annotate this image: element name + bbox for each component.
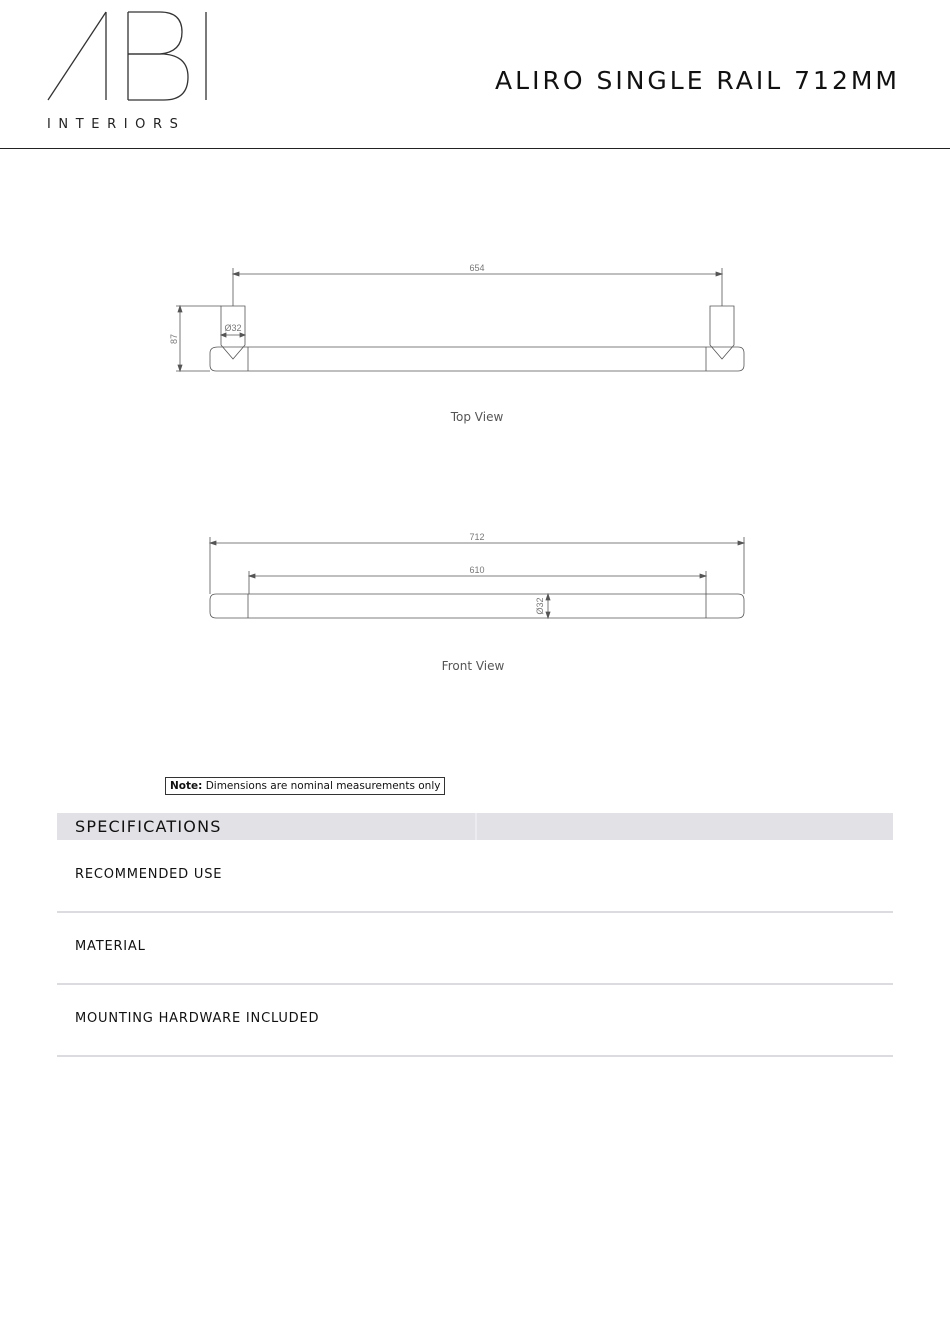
specifications-title: SPECIFICATIONS — [75, 817, 222, 836]
front-view-label: Front View — [441, 659, 505, 673]
spec-label: MATERIAL — [75, 939, 146, 954]
top-view-depth-value: 87 — [169, 333, 179, 345]
note-text: Dimensions are nominal measurements only — [205, 780, 441, 792]
specifications-header — [57, 813, 893, 840]
front-view-centres-value: 610 — [469, 565, 485, 575]
top-view-length-value: 654 — [469, 263, 485, 273]
brand-subtitle: INTERIORS — [47, 117, 186, 132]
front-view-rail — [210, 594, 744, 618]
top-view-diameter-value: Ø32 — [224, 323, 242, 333]
top-view-rail — [210, 347, 744, 371]
top-view-label: Top View — [450, 410, 504, 424]
front-view-diameter-value: Ø32 — [535, 597, 545, 615]
top-view-right-mount — [710, 306, 734, 359]
front-view-overall-value: 712 — [469, 532, 485, 542]
header-column-divider — [475, 813, 477, 840]
spec-label: MOUNTING HARDWARE INCLUDED — [75, 1011, 320, 1026]
dimensions-note — [165, 777, 445, 795]
front-view-drawing — [210, 537, 744, 618]
top-view-drawing — [176, 268, 744, 371]
spec-label: RECOMMENDED USE — [75, 867, 223, 882]
spec-row-mounting-hardware — [57, 984, 893, 1057]
note-prefix: Note: — [170, 780, 203, 792]
document-title: ALIRO SINGLE RAIL 712MM — [495, 66, 900, 95]
spec-row-recommended-use — [57, 840, 893, 913]
spec-row-material — [57, 912, 893, 985]
